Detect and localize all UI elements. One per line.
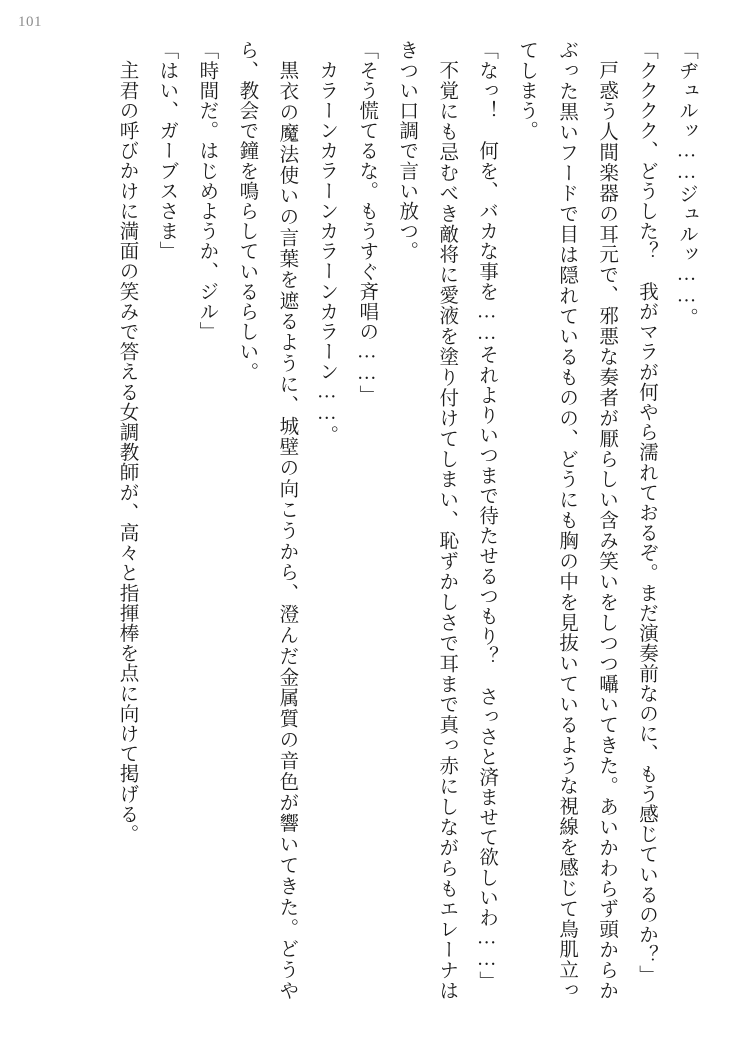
body-paragraph: 「時間だ。はじめようか、ジル」 <box>196 40 218 342</box>
page-number: 101 <box>18 14 42 30</box>
body-paragraph: 主君の呼びかけに満面の笑みで答える女調教師が、高々と指揮棒を点に向けて掲げる。 <box>116 59 138 844</box>
body-paragraph: 不覚にも忌むべき敵将に愛液を塗り付けてしまい、恥ずかしさで耳まで真っ赤にしながらもエレーナはきつい口調で言い放つ。 <box>396 40 458 1000</box>
body-paragraph: 戸惑う人間楽器の耳元で、邪悪な奏者が厭らしい含み笑いをしつつ囁いてきた。あいかわらず頭からかぶった黒いフードで目は隠れているものの、どうにも胸の中を見抜いているような視線を感じて鳥肌立ってしまう。 <box>516 40 618 1000</box>
body-text <box>46 40 706 1000</box>
body-paragraph: 「クククク、どうした？ 我がマラが何やら濡れておるぞ。まだ演奏前なのに、もう感じているのか？」 <box>636 40 658 985</box>
body-paragraph: 黒衣の魔法使いの言葉を遮るように、城壁の向こうから、澄んだ金属質の音色が響いてきた。どうやら、教会で鐘を鳴らしているらしい。 <box>236 40 298 1000</box>
body-paragraph: 「そう慌てるな。もうすぐ斉唱の……」 <box>356 40 378 405</box>
body-paragraph: 「はい、ガーブスさま」 <box>156 40 178 262</box>
body-paragraph: 「なっ！ 何を、バカな事を……それよりいつまで待たせるつもり？ さっさと済ませて欲しいわ……」 <box>476 40 498 991</box>
body-paragraph: カラーンカラーンカラーンカラーン……。 <box>316 59 338 445</box>
body-paragraph: 「ヂュルッ……ジュルッ……。 <box>676 40 697 328</box>
